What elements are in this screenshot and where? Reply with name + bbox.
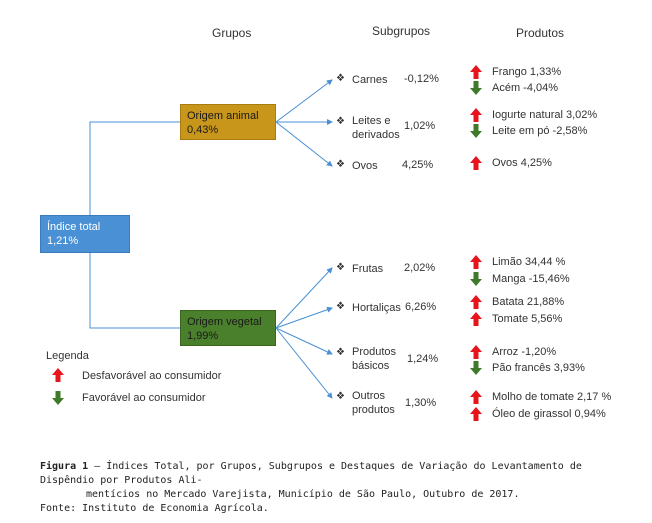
subgroup-value: 2,02% (404, 262, 436, 274)
group-label: Origem animal (187, 110, 259, 122)
arrow-up-icon (470, 108, 482, 122)
product-label: Frango 1,33% (492, 66, 562, 78)
arrow-up-icon (470, 312, 482, 326)
arrow-down-icon (470, 272, 482, 286)
figure-label: Figura 1 (40, 461, 89, 472)
connector-animal-ovos (276, 122, 332, 166)
total-index-box (40, 215, 130, 253)
caption-line2: mentícios no Mercado Varejista, Município de São Paulo, Outubro de 2017. (86, 489, 520, 500)
product-label: Limão 34,44 % (492, 256, 566, 268)
product-label: Tomate 5,56% (492, 313, 563, 325)
arrow-down-icon (52, 391, 64, 405)
subgroup-name: Ovos (352, 160, 378, 172)
subgroup-value: 4,25% (402, 159, 434, 171)
group-box-vegetal (180, 310, 276, 346)
subgroup-hortalicas (352, 301, 401, 315)
subgroup-name: Leites e (352, 115, 391, 127)
caption-line1: – Índices Total, por Grupos, Subgrupos e Destaques de Variação do Levantamento de Dispêndio por Produtos Ali- (40, 461, 582, 486)
arrow-up-icon (470, 345, 482, 359)
bullet-diamond-icon: ❖ (336, 159, 345, 170)
legend-unfavorable: Desfavorável ao consumidor (82, 370, 222, 382)
bullet-diamond-icon: ❖ (336, 262, 345, 273)
subgroup-name: produtos (352, 404, 395, 416)
connector-vegetal-frutas (276, 268, 332, 328)
product-label: Iogurte natural 3,02% (492, 109, 598, 121)
product-label: Acém -4,04% (492, 82, 559, 94)
group-label: Origem vegetal (187, 316, 262, 328)
bullet-diamond-icon: ❖ (336, 347, 345, 358)
figure-caption (40, 460, 630, 516)
subgroup-name: derivados (352, 129, 400, 141)
product-label: Pão francês 3,93% (492, 362, 585, 374)
subgroup-basicos (352, 345, 396, 373)
product-label: Molho de tomate 2,17 % (492, 391, 612, 403)
connector-vegetal-basicos (276, 328, 332, 354)
subgroup-value: 6,26% (405, 301, 437, 313)
subgroup-value: -0,12% (404, 73, 439, 85)
subgroup-frutas (352, 262, 383, 276)
total-label: Índice total (47, 221, 101, 233)
arrow-up-icon (52, 368, 64, 382)
subgroup-ovos (352, 159, 378, 173)
product-label: Batata 21,88% (492, 296, 565, 308)
bullet-diamond-icon: ❖ (336, 73, 345, 84)
connector-total-vegetal (90, 253, 180, 328)
caption-source: Fonte: Instituto de Economia Agrícola. (40, 503, 269, 514)
subgroup-carnes (352, 73, 387, 87)
arrow-down-icon (470, 81, 482, 95)
bullet-diamond-icon: ❖ (336, 391, 345, 402)
connector-animal-carnes (276, 80, 332, 122)
product-label: Manga -15,46% (492, 273, 570, 285)
arrow-down-icon (470, 361, 482, 375)
legend-favorable: Favorável ao consumidor (82, 392, 206, 404)
product-label: Arroz -1,20% (492, 346, 557, 358)
total-value: 1,21% (47, 235, 79, 247)
bullet-diamond-icon: ❖ (336, 116, 345, 127)
product-label: Leite em pó -2,58% (492, 125, 588, 137)
arrow-up-icon (470, 407, 482, 421)
legend-title: Legenda (46, 350, 89, 362)
bullet-diamond-icon: ❖ (336, 301, 345, 312)
subgroup-name: Carnes (352, 74, 388, 86)
product-label: Ovos 4,25% (492, 157, 552, 169)
arrow-up-icon (470, 295, 482, 309)
connector-total-animal (90, 122, 180, 215)
header-grupos: Grupos (212, 26, 252, 40)
header-produtos: Produtos (516, 26, 565, 40)
group-box-animal (180, 104, 276, 140)
subgroup-name: Outros (352, 390, 386, 402)
header-subgrupos: Subgrupos (372, 24, 431, 38)
connector-vegetal-outros (276, 328, 332, 398)
arrow-up-icon (470, 65, 482, 79)
subgroup-outros (352, 389, 395, 417)
group-value: 1,99% (187, 330, 219, 342)
arrow-up-icon (470, 255, 482, 269)
subgroup-name: Frutas (352, 263, 384, 275)
subgroup-name: básicos (352, 360, 390, 372)
subgroup-value: 1,02% (404, 120, 436, 132)
subgroup-value: 1,24% (407, 353, 439, 365)
group-value: 0,43% (187, 124, 219, 136)
subgroup-leites (352, 114, 400, 142)
subgroup-name: Produtos (352, 346, 397, 358)
arrow-up-icon (470, 390, 482, 404)
subgroup-value: 1,30% (405, 397, 437, 409)
arrow-up-icon (470, 156, 482, 170)
arrow-down-icon (470, 124, 482, 138)
product-label: Óleo de girassol 0,94% (492, 408, 606, 420)
subgroup-name: Hortaliças (352, 302, 401, 314)
connector-vegetal-hortalicas (276, 308, 332, 328)
